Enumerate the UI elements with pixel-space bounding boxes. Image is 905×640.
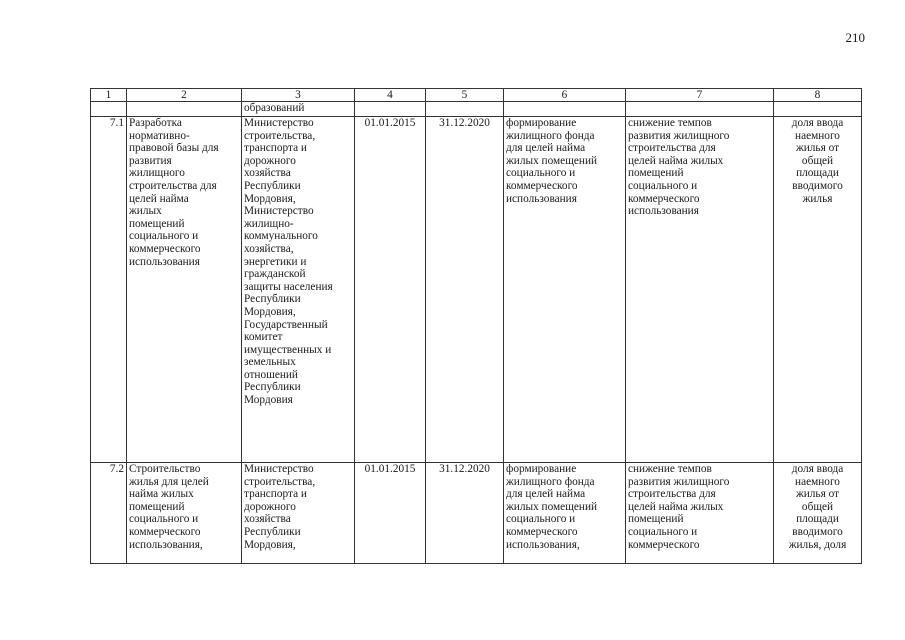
header-cell: 6 <box>504 89 626 102</box>
cell-empty <box>355 102 426 117</box>
header-cell: 4 <box>355 89 426 102</box>
header-cell: 7 <box>626 89 774 102</box>
measures-table <box>90 88 862 564</box>
executor: Министерство строительства, транспорта и дорожного хозяйства Республики Мордовия, <box>242 463 355 564</box>
header-cell: 8 <box>774 89 862 102</box>
header-cell: 3 <box>242 89 355 102</box>
indicator: доля ввода наемного жилья от общей площади вводимого жилья, доля <box>774 463 862 564</box>
header-row <box>91 89 862 102</box>
table-row <box>91 117 862 463</box>
cell-empty <box>426 102 504 117</box>
cell-empty <box>127 102 242 117</box>
cell-empty <box>774 102 862 117</box>
cell-empty <box>626 102 774 117</box>
indicator: доля ввода наемного жилья от общей площади вводимого жилья <box>774 117 862 463</box>
expected-result: формирование жилищного фонда для целей найма жилых помещений социального и коммерческого использования <box>504 117 626 463</box>
cell-empty <box>91 102 127 117</box>
start-date: 01.01.2015 <box>355 117 426 463</box>
consequence: снижение темпов развития жилищного строительства для целей найма жилых помещений социального и коммерческого <box>626 463 774 564</box>
measure-name: Строительство жилья для целей найма жилых помещений социального и коммерческого использования, <box>127 463 242 564</box>
row-number: 7.2 <box>91 463 127 564</box>
table-row <box>91 463 862 564</box>
cell-empty <box>504 102 626 117</box>
continuation-text: образований <box>242 102 355 117</box>
header-cell: 1 <box>91 89 127 102</box>
expected-result: формирование жилищного фонда для целей найма жилых помещений социального и коммерческого использования, <box>504 463 626 564</box>
row-number: 7.1 <box>91 117 127 463</box>
header-cell: 2 <box>127 89 242 102</box>
page-number: 210 <box>845 30 865 45</box>
measure-name: Разработка нормативно- правовой базы для развития жилищного строительства для целей найма жилых помещений социального и коммерческого использования <box>127 117 242 463</box>
start-date: 01.01.2015 <box>355 463 426 564</box>
end-date: 31.12.2020 <box>426 463 504 564</box>
consequence: снижение темпов развития жилищного строительства для целей найма жилых помещений социального и коммерческого использования <box>626 117 774 463</box>
header-cell: 5 <box>426 89 504 102</box>
end-date: 31.12.2020 <box>426 117 504 463</box>
executor: Министерство строительства, транспорта и дорожного хозяйства Республики Мордовия, Министерство жилищно- коммунального хозяйства, энергетики и гражданской защиты населения Республики Мордовия, Государственный комитет имущественных и земельных отношений Республики Мордовия <box>242 117 355 463</box>
continuation-row <box>91 102 862 117</box>
